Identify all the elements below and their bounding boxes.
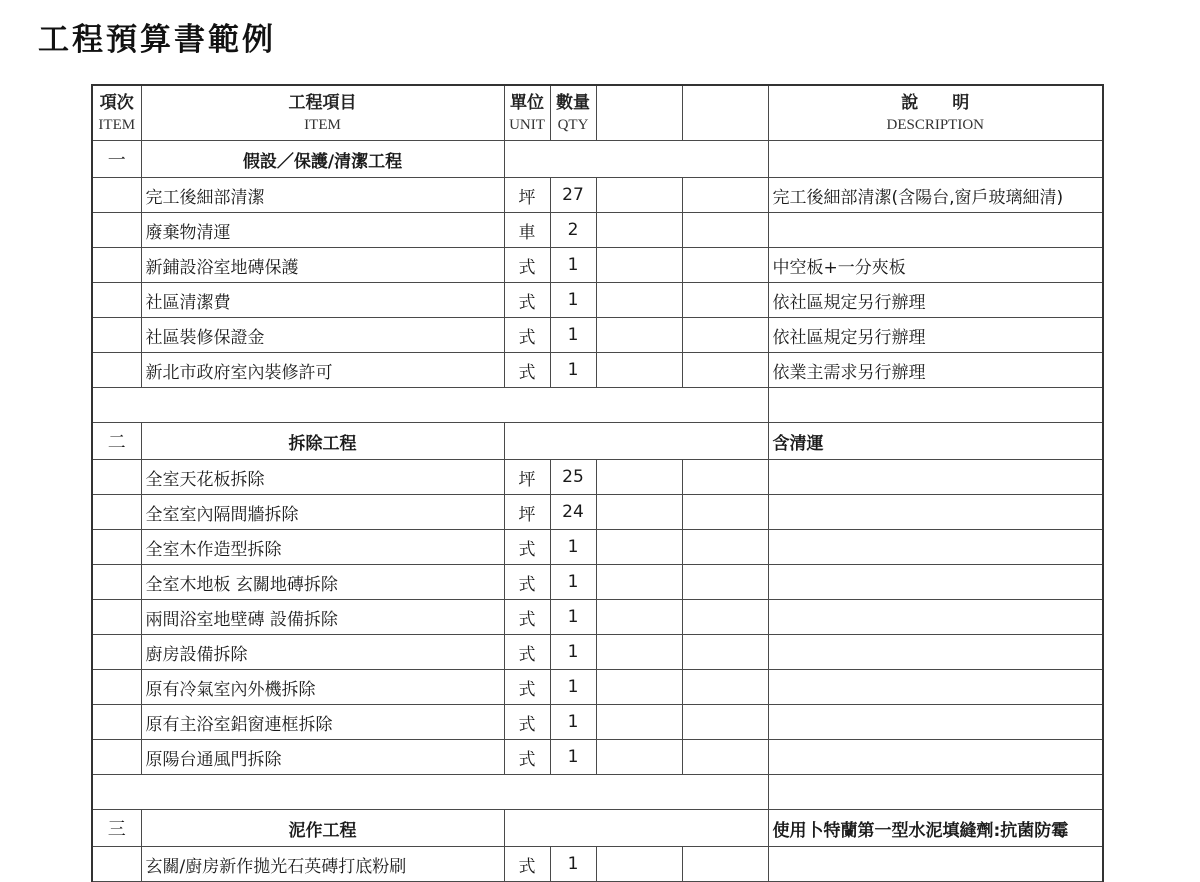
table-row (92, 670, 1103, 705)
item-price (596, 670, 682, 705)
item-amount (682, 847, 768, 882)
item-description (768, 213, 1103, 248)
item-price (596, 460, 682, 495)
item-price (596, 178, 682, 213)
item-unit: 坪 (504, 460, 550, 495)
item-unit: 式 (504, 670, 550, 705)
item-qty: 2 (550, 213, 596, 248)
item-index (92, 213, 141, 248)
item-index (92, 495, 141, 530)
item-price (596, 847, 682, 882)
section-name: 拆除工程 (141, 423, 504, 460)
item-qty: 25 (550, 460, 596, 495)
item-description: 中空板+一分夾板 (768, 248, 1103, 283)
item-price (596, 248, 682, 283)
section-index: 三 (92, 810, 141, 847)
item-index (92, 283, 141, 318)
item-description (768, 565, 1103, 600)
item-amount (682, 600, 768, 635)
item-name: 完工後細部清潔 (141, 178, 504, 213)
item-amount (682, 495, 768, 530)
item-qty: 1 (550, 847, 596, 882)
item-price (596, 530, 682, 565)
item-name: 廚房設備拆除 (141, 635, 504, 670)
blank-row (92, 388, 1103, 423)
item-unit: 式 (504, 248, 550, 283)
item-amount (682, 670, 768, 705)
item-price (596, 283, 682, 318)
item-name: 全室天花板拆除 (141, 460, 504, 495)
item-description: 依社區規定另行辦理 (768, 318, 1103, 353)
header-amount (682, 85, 768, 141)
table-row (92, 460, 1103, 495)
section-index: 一 (92, 141, 141, 178)
header-price (596, 85, 682, 141)
item-price (596, 705, 682, 740)
item-name: 全室室內隔間牆拆除 (141, 495, 504, 530)
item-price (596, 635, 682, 670)
item-description (768, 635, 1103, 670)
item-unit: 式 (504, 565, 550, 600)
item-name: 社區裝修保證金 (141, 318, 504, 353)
table-row (92, 495, 1103, 530)
section-row (92, 423, 1103, 460)
item-description (768, 670, 1103, 705)
item-price (596, 565, 682, 600)
header-unit: 單位 UNIT (504, 85, 550, 141)
item-qty: 24 (550, 495, 596, 530)
item-amount (682, 460, 768, 495)
item-description (768, 530, 1103, 565)
item-name: 全室木地板 玄關地磚拆除 (141, 565, 504, 600)
item-unit: 式 (504, 847, 550, 882)
item-price (596, 600, 682, 635)
item-index (92, 847, 141, 882)
item-unit: 式 (504, 705, 550, 740)
section-blank (504, 423, 768, 460)
item-name: 廢棄物清運 (141, 213, 504, 248)
header-qty: 數量 QTY (550, 85, 596, 141)
item-qty: 1 (550, 530, 596, 565)
table-row (92, 740, 1103, 775)
item-name: 原陽台通風門拆除 (141, 740, 504, 775)
table-row (92, 635, 1103, 670)
section-description (768, 141, 1103, 178)
item-amount (682, 740, 768, 775)
item-unit: 式 (504, 318, 550, 353)
item-unit: 式 (504, 635, 550, 670)
item-unit: 坪 (504, 178, 550, 213)
table-row (92, 248, 1103, 283)
item-index (92, 460, 141, 495)
item-amount (682, 530, 768, 565)
item-index (92, 353, 141, 388)
item-index (92, 248, 141, 283)
item-description (768, 740, 1103, 775)
item-index (92, 705, 141, 740)
item-unit: 式 (504, 283, 550, 318)
item-price (596, 318, 682, 353)
blank-cell (92, 388, 768, 423)
item-name: 原有冷氣室內外機拆除 (141, 670, 504, 705)
item-name: 兩間浴室地壁磚 設備拆除 (141, 600, 504, 635)
item-qty: 1 (550, 740, 596, 775)
blank-desc-cell (768, 388, 1103, 423)
section-row (92, 141, 1103, 178)
item-name: 全室木作造型拆除 (141, 530, 504, 565)
table-row (92, 318, 1103, 353)
item-amount (682, 635, 768, 670)
item-description: 完工後細部清潔(含陽台,窗戶玻璃細清) (768, 178, 1103, 213)
item-amount (682, 213, 768, 248)
item-description (768, 705, 1103, 740)
item-unit: 式 (504, 353, 550, 388)
item-qty: 1 (550, 248, 596, 283)
item-price (596, 353, 682, 388)
item-amount (682, 248, 768, 283)
section-index: 二 (92, 423, 141, 460)
section-description: 使用卜特蘭第一型水泥填縫劑:抗菌防霉 (768, 810, 1103, 847)
item-qty: 1 (550, 600, 596, 635)
item-description (768, 847, 1103, 882)
budget-table (91, 84, 1104, 882)
section-blank (504, 141, 768, 178)
item-name: 新北市政府室內裝修許可 (141, 353, 504, 388)
table-row (92, 283, 1103, 318)
section-row (92, 810, 1103, 847)
item-unit: 車 (504, 213, 550, 248)
item-qty: 27 (550, 178, 596, 213)
item-qty: 1 (550, 635, 596, 670)
item-name: 原有主浴室鋁窗連框拆除 (141, 705, 504, 740)
item-amount (682, 353, 768, 388)
table-row (92, 600, 1103, 635)
item-qty: 1 (550, 705, 596, 740)
table-row (92, 213, 1103, 248)
item-name: 新鋪設浴室地磚保護 (141, 248, 504, 283)
table-header-row (92, 85, 1103, 141)
table-row (92, 353, 1103, 388)
item-qty: 1 (550, 318, 596, 353)
item-price (596, 740, 682, 775)
item-qty: 1 (550, 670, 596, 705)
item-description (768, 460, 1103, 495)
table-row (92, 178, 1103, 213)
item-price (596, 495, 682, 530)
section-name: 泥作工程 (141, 810, 504, 847)
item-amount (682, 565, 768, 600)
item-unit: 坪 (504, 495, 550, 530)
section-description: 含清運 (768, 423, 1103, 460)
item-index (92, 530, 141, 565)
item-price (596, 213, 682, 248)
item-index (92, 178, 141, 213)
table-row (92, 847, 1103, 882)
blank-desc-cell (768, 775, 1103, 810)
item-name: 玄關/廚房新作拋光石英磚打底粉刷 (141, 847, 504, 882)
item-index (92, 670, 141, 705)
item-index (92, 565, 141, 600)
header-index: 項次 ITEM (92, 85, 141, 141)
item-amount (682, 283, 768, 318)
table-row (92, 565, 1103, 600)
item-unit: 式 (504, 740, 550, 775)
item-unit: 式 (504, 530, 550, 565)
item-description: 依業主需求另行辦理 (768, 353, 1103, 388)
item-name: 社區清潔費 (141, 283, 504, 318)
section-blank (504, 810, 768, 847)
item-description: 依社區規定另行辦理 (768, 283, 1103, 318)
page-title: 工程預算書範例 (38, 22, 276, 58)
blank-cell (92, 775, 768, 810)
item-qty: 1 (550, 353, 596, 388)
item-description (768, 495, 1103, 530)
item-qty: 1 (550, 565, 596, 600)
header-item: 工程項目 ITEM (141, 85, 504, 141)
item-index (92, 600, 141, 635)
table-row (92, 705, 1103, 740)
item-amount (682, 178, 768, 213)
header-description: 說 明 DESCRIPTION (768, 85, 1103, 141)
item-index (92, 635, 141, 670)
item-qty: 1 (550, 283, 596, 318)
item-index (92, 740, 141, 775)
item-amount (682, 705, 768, 740)
item-description (768, 600, 1103, 635)
item-index (92, 318, 141, 353)
table-row (92, 530, 1103, 565)
item-amount (682, 318, 768, 353)
blank-row (92, 775, 1103, 810)
item-unit: 式 (504, 600, 550, 635)
section-name: 假設／保護/清潔工程 (141, 141, 504, 178)
